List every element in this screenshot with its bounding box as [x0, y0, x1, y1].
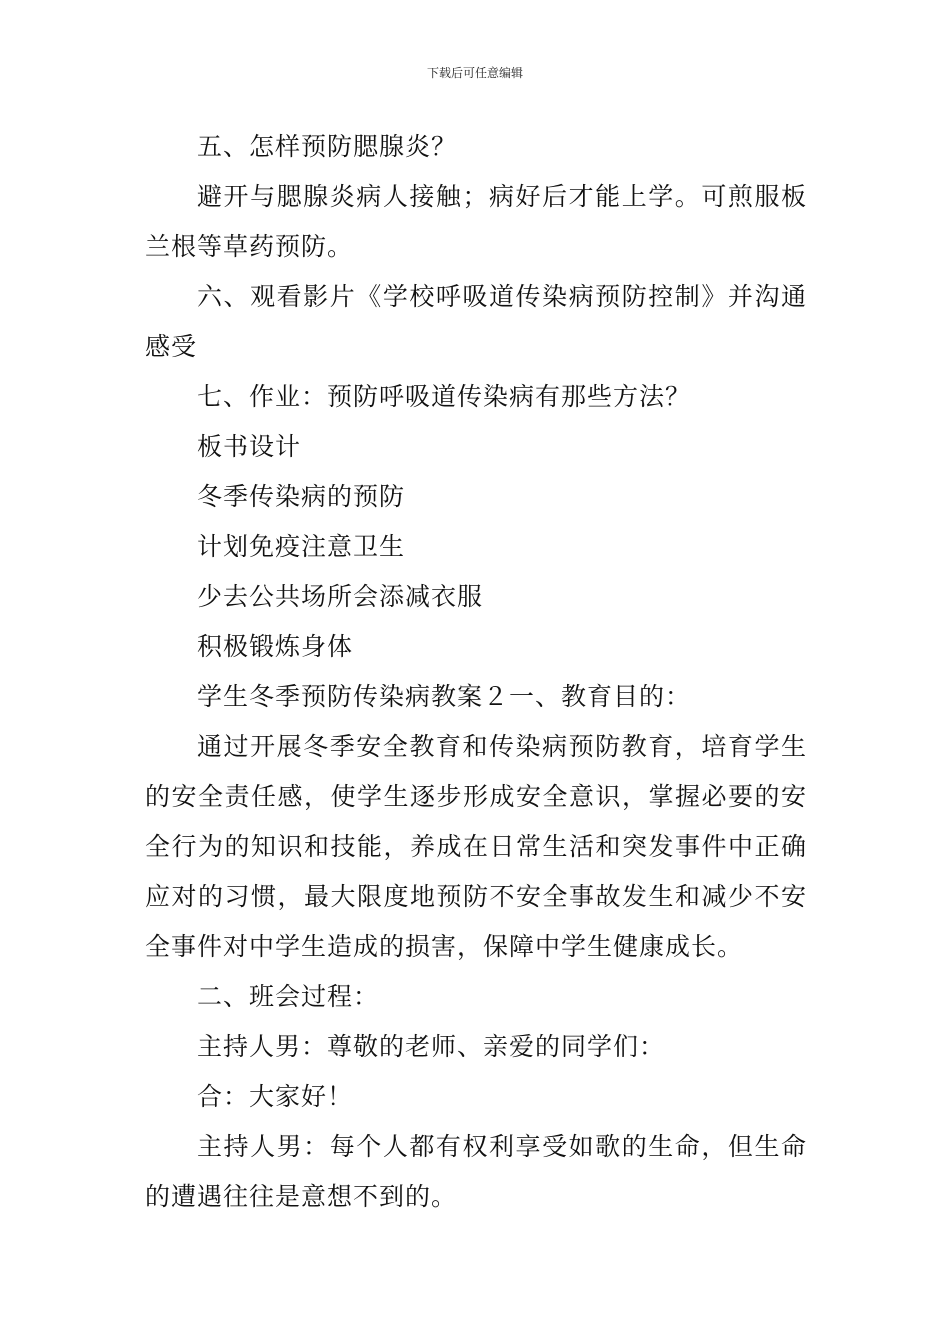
paragraph-education-goal: 通过开展冬季安全教育和传染病预防教育，培育学生的安全责任感，使学生逐步形成安全意识，掌握必要的安全行为的知识和技能，养成在日常生活和突发事件中正确应对的习惯，最大限度地预防不安全事故发生和减少不安全事件对中学生造成的损害，保障中学生健康成长。: [145, 732, 807, 961]
document-body: [145, 122, 807, 1222]
paragraph-mumps-prevention-body: 避开与腮腺炎病人接触；病好后才能上学。可煎服板兰根等草药预防。: [145, 182, 807, 261]
paragraph-lesson-plan-2-title: 学生冬季预防传染病教案２一、教育目的：: [197, 682, 692, 711]
paragraph-host-greeting: 主持人男：尊敬的老师、亲爱的同学们：: [197, 1032, 666, 1061]
paragraph-mumps-prevention-heading: 五、怎样预防腮腺炎？: [197, 132, 458, 161]
paragraph-class-meeting-process: 二、班会过程：: [197, 982, 380, 1011]
page-header-note: 下载后可任意编辑: [426, 66, 523, 80]
paragraph-board-line-2: 计划免疫注意卫生: [197, 532, 406, 561]
paragraph-all-reply: 合：大家好！: [197, 1082, 354, 1111]
paragraph-board-line-4: 积极锻炼身体: [197, 632, 354, 661]
paragraph-watch-film: 六、观看影片《学校呼吸道传染病预防控制》并沟通感受: [145, 282, 807, 361]
paragraph-host-life: 主持人男：每个人都有权利享受如歌的生命，但生命的遭遇往往是意想不到的。: [145, 1132, 807, 1211]
paragraph-board-line-1: 冬季传染病的预防: [197, 482, 406, 511]
paragraph-board-line-3: 少去公共场所会添减衣服: [197, 582, 484, 611]
paragraph-board-design: 板书设计: [197, 432, 302, 461]
paragraph-homework: 七、作业：预防呼吸道传染病有那些方法？: [197, 382, 692, 411]
